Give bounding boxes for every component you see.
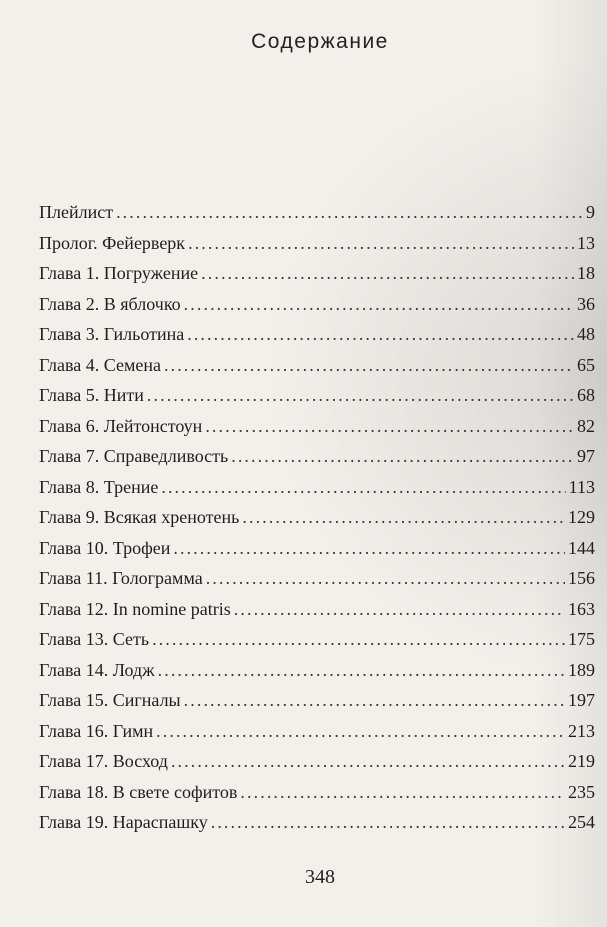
toc-entry	[39, 441, 595, 472]
toc-entry-title: Глава 10. Трофеи	[39, 537, 171, 558]
dot-leader	[242, 502, 565, 533]
toc-entry-page: 68	[577, 385, 595, 405]
toc-entry	[39, 380, 595, 411]
dot-leader	[184, 685, 565, 716]
toc-entry	[39, 594, 595, 625]
toc-entry	[39, 563, 595, 594]
dot-leader	[161, 472, 565, 503]
toc-entry-title: Глава 8. Трение	[39, 476, 159, 497]
dot-leader	[164, 350, 574, 381]
toc-entry-title: Глава 11. Голограмма	[39, 568, 203, 588]
dot-leader	[147, 380, 574, 411]
dot-leader	[184, 289, 574, 320]
toc-entry	[39, 807, 595, 838]
toc-entry	[39, 685, 595, 716]
toc-entry	[39, 502, 595, 533]
toc-entry	[39, 716, 595, 747]
page-number: 348	[305, 866, 335, 888]
toc-entry-title: Глава 9. Всякая хренотень	[39, 507, 240, 527]
toc-entry-title: Глава 3. Гильотина	[39, 324, 185, 344]
dot-leader	[156, 716, 565, 747]
toc-entry-page: 48	[577, 324, 595, 344]
toc-entry	[39, 746, 595, 777]
toc-entry-page: 144	[568, 537, 595, 558]
toc-entry	[39, 777, 595, 808]
toc-entry-page: 197	[568, 690, 595, 710]
dot-leader	[234, 594, 565, 625]
toc-entry-title: Глава 12. In nomine patris	[39, 598, 231, 619]
toc-entry-page: 189	[568, 659, 595, 680]
toc-entry-page: 82	[577, 415, 595, 436]
toc-entry-page: 9	[586, 202, 595, 222]
toc-entry	[39, 289, 595, 320]
toc-entry	[39, 655, 595, 686]
toc-entry-page: 36	[577, 293, 595, 314]
toc-entry-title: Глава 15. Сигналы	[39, 690, 181, 710]
toc-entry-title: Глава 2. В яблочко	[39, 293, 181, 314]
toc-entry-title: Глава 6. Лейтонстоун	[39, 415, 203, 436]
toc-entry-title: Глава 18. В свете софитов	[39, 781, 238, 802]
toc-entry	[39, 258, 595, 289]
toc-entry-page: 254	[568, 812, 595, 832]
toc-entry	[39, 350, 595, 381]
dot-leader	[158, 655, 565, 686]
toc-entry-title: Глава 16. Гимн	[39, 720, 154, 741]
dot-leader	[187, 319, 574, 350]
dot-leader	[152, 624, 565, 655]
dot-leader	[201, 258, 574, 289]
toc-entry-title: Глава 7. Справедливость	[39, 446, 229, 466]
toc-entry	[39, 533, 595, 564]
toc-entry-page: 213	[568, 720, 595, 741]
toc-entry-title: Глава 14. Лодж	[39, 659, 155, 680]
toc-entry-title: Пролог. Фейерверк	[39, 232, 186, 253]
toc-entry-title: Глава 5. Нити	[39, 385, 144, 405]
dot-leader	[171, 746, 565, 777]
toc-entry-title: Плейлист	[39, 202, 114, 222]
toc-entry-page: 163	[568, 598, 595, 619]
toc-entry-title: Глава 13. Сеть	[39, 629, 150, 649]
toc-entry-page: 113	[568, 476, 595, 497]
toc-entry-page: 129	[568, 507, 595, 527]
toc-heading: Содержание	[251, 30, 389, 53]
toc-entry-title: Глава 4. Семена	[39, 354, 161, 375]
dot-leader	[211, 807, 565, 838]
toc-entry	[39, 472, 595, 503]
toc-entry-title: Глава 1. Погружение	[39, 263, 199, 283]
toc-entry-page: 219	[568, 751, 595, 771]
toc-entry-page: 18	[577, 263, 595, 283]
dot-leader	[231, 441, 574, 472]
toc-entry-page: 175	[568, 629, 595, 649]
toc-entry	[39, 411, 595, 442]
toc-entry	[39, 624, 595, 655]
dot-leader	[188, 228, 574, 259]
toc-entry-title: Глава 19. Нараспашку	[39, 812, 208, 832]
dot-leader	[206, 563, 565, 594]
toc-entry-page: 65	[577, 354, 595, 375]
dot-leader	[116, 197, 583, 228]
toc-entry	[39, 319, 595, 350]
toc-entry-page: 97	[577, 446, 595, 466]
toc-entry-title: Глава 17. Восход	[39, 751, 168, 771]
toc-list	[39, 197, 595, 838]
dot-leader	[240, 777, 565, 808]
toc-entry-page: 156	[568, 568, 595, 588]
toc-entry	[39, 228, 595, 259]
toc-entry-page: 13	[577, 232, 595, 253]
toc-entry-page: 235	[568, 781, 595, 802]
dot-leader	[205, 411, 574, 442]
toc-entry	[39, 197, 595, 228]
dot-leader	[173, 533, 565, 564]
